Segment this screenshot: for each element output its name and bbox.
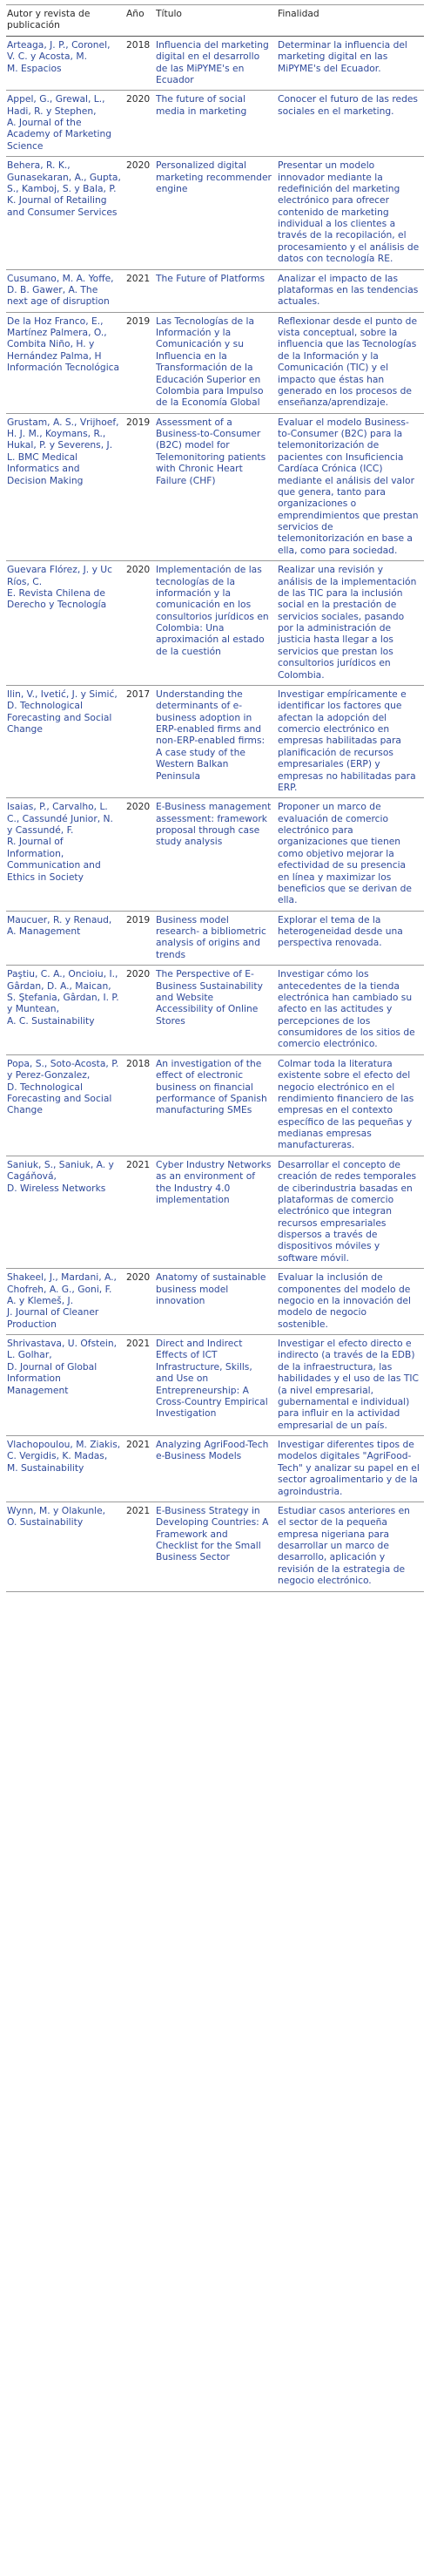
- cell-year: 2021: [125, 1335, 155, 1436]
- cell-title: Anatomy of sustainable business model innovation: [155, 1269, 277, 1335]
- table-body: [6, 36, 424, 1591]
- cell-purpose: Realizar una revisión y análisis de la implementación de las TIC para la inclusión social en la prestación de servicios sociales, pasando por la administración de justicia hasta llegar a los servicios que prestan los consultorios jurídicos en Colombia.: [277, 561, 424, 686]
- table-row: [6, 269, 424, 312]
- table-row: [6, 1436, 424, 1502]
- cell-year: 2019: [125, 312, 155, 413]
- cell-title: Understanding the determinants of e-business adoption in ERP-enabled firms and non-ERP-enabled firms: A case study of the Western Balkan Peninsula: [155, 685, 277, 797]
- cell-title: Las Tecnologías de la Información y la Comunicación y su Influencia en la Transformación de la Educación Superior en Colombia para Impulso de la Economía Global: [155, 312, 277, 413]
- cell-purpose: Investigar el efecto directo e indirecto (a través de la EDB) de la infraestructura, las habilidades y el uso de las TIC (a nivel empresarial, gubernamental e individual) para influir en la actividad empresarial de un país.: [277, 1335, 424, 1436]
- cell-purpose: Presentar un modelo innovador mediante la redefinición del marketing electrónico para ofrecer contenido de marketing individual a los clientes a través de la recopilación, el procesamiento y el análisis de datos con tecnología RE.: [277, 157, 424, 269]
- table-row: [6, 561, 424, 686]
- cell-purpose: Determinar la influencia del marketing digital en las MiPYME's del Ecuador.: [277, 36, 424, 91]
- cell-purpose: Investigar cómo los antecedentes de la tienda electrónica han cambiado su afecto en las actitudes y percepciones de los consumidores de los sitios de comercio electrónico.: [277, 966, 424, 1055]
- cell-authors: Shakeel, J., Mardani, A., Chofreh, A. G., Goni, F. A. y Klemeš, J. J. Journal of Cleaner Production: [6, 1269, 125, 1335]
- cell-purpose: Analizar el impacto de las plataformas en las tendencias actuales.: [277, 269, 424, 312]
- cell-authors: De la Hoz Franco, E., Martínez Palmera, O., Combita Niño, H. y Hernández Palma, H Información Tecnológica: [6, 312, 125, 413]
- cell-purpose: Investigar diferentes tipos de modelos digitales "AgriFood-Tech" y analizar su papel en el sector agroalimentario y de la agroindustria.: [277, 1436, 424, 1502]
- cell-year: 2020: [125, 157, 155, 269]
- cell-title: Influencia del marketing digital en el desarrollo de las MiPYME's en Ecuador: [155, 36, 277, 91]
- table-row: [6, 1054, 424, 1156]
- cell-authors: Vlachopoulou, M. Ziakis, C. Vergidis, K. Madas, M. Sustainability: [6, 1436, 125, 1502]
- table-row: [6, 966, 424, 1055]
- cell-title: The Perspective of E-Business Sustainability and Website Accessibility of Online Stores: [155, 966, 277, 1055]
- cell-year: 2021: [125, 269, 155, 312]
- cell-year: 2019: [125, 911, 155, 966]
- table-row: [6, 1156, 424, 1268]
- cell-title: Business model research- a bibliometric analysis of origins and trends: [155, 911, 277, 966]
- header-purpose: Finalidad: [277, 5, 424, 37]
- cell-authors: Guevara Flórez, J. y Uc Ríos, C. E. Revista Chilena de Derecho y Tecnología: [6, 561, 125, 686]
- cell-year: 2020: [125, 91, 155, 157]
- cell-title: The Future of Platforms: [155, 269, 277, 312]
- cell-year: 2021: [125, 1156, 155, 1268]
- cell-title: Cyber Industry Networks as an environment of the Industry 4.0 implementation: [155, 1156, 277, 1268]
- cell-title: E-Business Strategy in Developing Countries: A Framework and Checklist for the Small Business Sector: [155, 1502, 277, 1591]
- cell-purpose: Reflexionar desde el punto de vista conceptual, sobre la influencia que las Tecnologías de la Información y la Comunicación (TIC) y el impacto que éstas han generado en los procesos de enseñanza/aprendizaje.: [277, 312, 424, 413]
- table-row: [6, 312, 424, 413]
- cell-title: Implementación de las tecnologías de la información y la comunicación en los consultorios jurídicos en Colombia: Una aproximación al estado de la cuestión: [155, 561, 277, 686]
- cell-purpose: Evaluar el modelo Business-to-Consumer (B2C) para la telemonitorización de pacientes con Insuficiencia Cardíaca Crónica (ICC) mediante el análisis del valor que genera, tanto para organizaciones o emprendimientos que prestan servicios de telemonitorización en base a ella, como para sociedad.: [277, 413, 424, 561]
- cell-year: 2021: [125, 1502, 155, 1591]
- table-row: [6, 1502, 424, 1591]
- cell-purpose: Explorar el tema de la heterogeneidad desde una perspectiva renovada.: [277, 911, 424, 966]
- cell-authors: Grustam, A. S., Vrijhoef, H. J. M., Koymans, R., Hukal, P. y Severens, J. L. BMC Medical Informatics and Decision Making: [6, 413, 125, 561]
- cell-authors: Arteaga, J. P., Coronel, V. C. y Acosta, M. M. Espacios: [6, 36, 125, 91]
- cell-title: Direct and Indirect Effects of ICT Infrastructure, Skills, and Use on Entrepreneurship: A Cross-Country Empirical Investigation: [155, 1335, 277, 1436]
- cell-year: 2020: [125, 966, 155, 1055]
- cell-title: Personalized digital marketing recommender engine: [155, 157, 277, 269]
- table-row: [6, 1269, 424, 1335]
- header-row: [6, 5, 424, 37]
- literature-review-table: [6, 4, 424, 1592]
- cell-authors: Appel, G., Grewal, L., Hadi, R. y Stephen, A. Journal of the Academy of Marketing Science: [6, 91, 125, 157]
- cell-year: 2020: [125, 1269, 155, 1335]
- table-row: [6, 91, 424, 157]
- cell-authors: Isaias, P., Carvalho, L. C., Cassundé Junior, N. y Cassundé, F. R. Journal of Information, Communication and Ethics in Society: [6, 798, 125, 911]
- header-title: Título: [155, 5, 277, 37]
- cell-year: 2019: [125, 413, 155, 561]
- cell-authors: Saniuk, S., Saniuk, A. y Cagáňová, D. Wireless Networks: [6, 1156, 125, 1268]
- cell-title: The future of social media in marketing: [155, 91, 277, 157]
- table-row: [6, 36, 424, 91]
- cell-title: An investigation of the effect of electronic business on financial performance of Spanish manufacturing SMEs: [155, 1054, 277, 1156]
- cell-year: 2018: [125, 36, 155, 91]
- cell-purpose: Conocer el futuro de las redes sociales en el marketing.: [277, 91, 424, 157]
- cell-purpose: Investigar empíricamente e identificar los factores que afectan la adopción del comercio electrónico en empresas habilitadas para planificación de recursos empresariales (ERP) y empresas no habilitadas para ERP.: [277, 685, 424, 797]
- table-header: [6, 5, 424, 37]
- cell-year: 2020: [125, 561, 155, 686]
- cell-purpose: Proponer un marco de evaluación de comercio electrónico para organizaciones que tienen como objetivo mejorar la efectividad de su presencia en línea y maximizar los beneficios que se derivan de ella.: [277, 798, 424, 911]
- cell-purpose: Desarrollar el concepto de creación de redes temporales de ciberindustria basadas en plataformas de comercio electrónico que integran recursos empresariales dispersos a través de dispositivos móviles y software móvil.: [277, 1156, 424, 1268]
- table-row: [6, 798, 424, 911]
- cell-authors: Paştiu, C. A., Oncioiu, I., Gârdan, D. A., Maican, S. Ştefania, Gârdan, I. P. y Muntean, A. C. Sustainability: [6, 966, 125, 1055]
- table-row: [6, 1335, 424, 1436]
- cell-year: 2020: [125, 798, 155, 911]
- cell-year: 2018: [125, 1054, 155, 1156]
- table-row: [6, 413, 424, 561]
- cell-authors: Shrivastava, U. Ofstein, L. Golhar, D. Journal of Global Information Management: [6, 1335, 125, 1436]
- cell-authors: Ilin, V., Ivetić, J. y Simić, D. Technological Forecasting and Social Change: [6, 685, 125, 797]
- table-row: [6, 911, 424, 966]
- cell-year: 2021: [125, 1436, 155, 1502]
- cell-purpose: Colmar toda la literatura existente sobre el efecto del negocio electrónico en el rendimiento financiero de las empresas en el contexto específico de las pequeñas y medianas empresas manufactureras.: [277, 1054, 424, 1156]
- table-row: [6, 685, 424, 797]
- cell-purpose: Evaluar la inclusión de componentes del modelo de negocio en la innovación del modelo de negocio sostenible.: [277, 1269, 424, 1335]
- cell-title: Assessment of a Business-to-Consumer (B2C) model for Telemonitoring patients with Chronic Heart Failure (CHF): [155, 413, 277, 561]
- cell-authors: Wynn, M. y Olakunle, O. Sustainability: [6, 1502, 125, 1591]
- cell-year: 2017: [125, 685, 155, 797]
- cell-authors: Maucuer, R. y Renaud, A. Management: [6, 911, 125, 966]
- cell-authors: Popa, S., Soto-Acosta, P. y Perez-Gonzalez, D. Technological Forecasting and Social Change: [6, 1054, 125, 1156]
- cell-title: E-Business management assessment: framework proposal through case study analysis: [155, 798, 277, 911]
- table-row: [6, 157, 424, 269]
- header-authors: Autor y revista de publicación: [6, 5, 125, 37]
- cell-purpose: Estudiar casos anteriores en el sector de la pequeña empresa nigeriana para desarrollar un marco de desarrollo, aplicación y revisión de la estrategia de negocio electrónico.: [277, 1502, 424, 1591]
- cell-authors: Cusumano, M. A. Yoffe, D. B. Gawer, A. The next age of disruption: [6, 269, 125, 312]
- header-year: Año: [125, 5, 155, 37]
- cell-authors: Behera, R. K., Gunasekaran, A., Gupta, S., Kamboj, S. y Bala, P. K. Journal of Retailing and Consumer Services: [6, 157, 125, 269]
- cell-title: Analyzing AgriFood-Tech e-Business Models: [155, 1436, 277, 1502]
